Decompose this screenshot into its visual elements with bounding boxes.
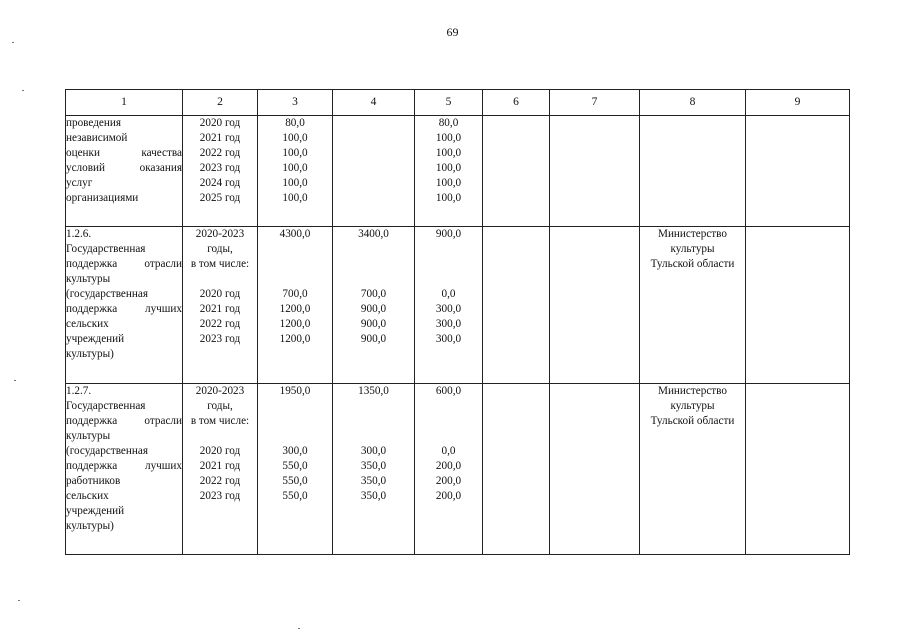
year-label: 2020 год (199, 288, 241, 300)
measure-number: 1.2.7. (66, 385, 92, 397)
executor-cell (640, 227, 746, 384)
measure-name-word: отрасли (144, 258, 182, 270)
col5-value: 100,0 (435, 132, 462, 144)
measure-name-line: (государственная (66, 288, 148, 300)
col9-cell (746, 227, 850, 384)
col5-value: 0,0 (441, 288, 456, 300)
measure-name-word: условий (66, 162, 105, 174)
period-label: годы, (207, 400, 233, 412)
col3-value: 80,0 (285, 117, 305, 129)
table-row (66, 227, 850, 384)
year-label: 2023 год (199, 333, 241, 345)
executor-line: Министерство (658, 385, 727, 397)
col5-value: 80,0 (438, 117, 459, 129)
year-label: 2020 год (199, 117, 241, 129)
executor-line: Тульской области (650, 258, 735, 270)
col5-total: 600,0 (435, 385, 462, 397)
col7-cell (550, 384, 640, 555)
column-header-1: 1 (66, 90, 183, 116)
year-label: 2023 год (199, 490, 241, 502)
col3-value: 100,0 (282, 162, 308, 174)
period-label: 2020-2023 (195, 385, 245, 397)
measure-number: 1.2.6. (66, 228, 92, 240)
column-header-5: 5 (415, 90, 483, 116)
column-header-7: 7 (550, 90, 640, 116)
measure-name-word: оценки (66, 147, 100, 159)
col6-cell (483, 116, 550, 227)
measure-name-line: культуры (66, 273, 111, 285)
col4-value: 700,0 (360, 288, 387, 300)
years-cell (183, 116, 258, 227)
year-label: 2021 год (199, 303, 241, 315)
col4-value: 350,0 (360, 460, 387, 472)
measure-name-cell (66, 227, 183, 384)
measure-name-line: культуры) (66, 520, 114, 532)
executor-line: культуры (670, 400, 715, 412)
column-header-6: 6 (483, 90, 550, 116)
col4-cell (333, 227, 415, 384)
column-header-4: 4 (333, 90, 415, 116)
col3-value: 100,0 (282, 192, 308, 204)
col5-value: 200,0 (435, 475, 462, 487)
period-label: в том числе: (190, 258, 250, 270)
year-label: 2025 год (199, 192, 241, 204)
measure-name-line (66, 302, 182, 317)
col5-value: 0,0 (441, 445, 456, 457)
column-header-9: 9 (746, 90, 850, 116)
measure-name-word: отрасли (144, 415, 182, 427)
measure-name-word: поддержка (66, 258, 118, 270)
measure-name-word: лучших (145, 460, 182, 472)
year-label: 2023 год (199, 162, 241, 174)
col3-value: 550,0 (282, 460, 308, 472)
measure-name-line: работников (66, 475, 121, 487)
col7-cell (550, 116, 640, 227)
measure-name-line: услуг (66, 177, 93, 189)
measure-name-line: (государственная (66, 445, 148, 457)
col3-value: 550,0 (282, 475, 308, 487)
executor-cell (640, 116, 746, 227)
col4-cell (333, 384, 415, 555)
measure-name-word: оказания (139, 162, 182, 174)
col7-cell (550, 227, 640, 384)
col5-value: 100,0 (435, 147, 462, 159)
col5-value: 300,0 (435, 333, 462, 345)
measure-name-line (66, 257, 182, 272)
header-row (66, 90, 850, 116)
col5-value: 200,0 (435, 460, 462, 472)
col3-value: 700,0 (282, 288, 308, 300)
year-label: 2021 год (199, 132, 241, 144)
year-label: 2020 год (199, 445, 241, 457)
col9-cell (746, 384, 850, 555)
col4-value: 350,0 (360, 490, 387, 502)
col3-total: 4300,0 (279, 228, 311, 240)
col5-cell (415, 116, 483, 227)
col4-total: 1350,0 (358, 385, 389, 397)
measure-name-line (66, 459, 182, 474)
year-label: 2022 год (199, 475, 241, 487)
col3-value: 300,0 (282, 445, 308, 457)
col9-cell (746, 116, 850, 227)
years-cell (183, 227, 258, 384)
executor-line: Тульской области (650, 415, 735, 427)
col3-cell (258, 116, 333, 227)
col6-cell (483, 384, 550, 555)
column-header-2: 2 (183, 90, 258, 116)
years-cell (183, 384, 258, 555)
executor-line: культуры (670, 243, 715, 255)
measure-name-cell (66, 384, 183, 555)
col6-cell (483, 227, 550, 384)
measure-name-line: организациями (66, 192, 139, 204)
col3-value: 100,0 (282, 147, 308, 159)
measure-name-line: Государственная (66, 243, 146, 255)
year-label: 2022 год (199, 318, 241, 330)
measure-name-line (66, 161, 182, 176)
col3-cell (258, 227, 333, 384)
col4-total: 3400,0 (358, 228, 389, 240)
col3-value: 100,0 (282, 177, 308, 189)
col5-value: 300,0 (435, 318, 462, 330)
measure-name-cell (66, 116, 183, 227)
measure-name-line: сельских (66, 490, 109, 502)
measure-name-line: учреждений (66, 333, 125, 345)
col5-value: 100,0 (435, 192, 462, 204)
col3-value: 1200,0 (279, 318, 311, 330)
col3-value: 1200,0 (279, 303, 311, 315)
year-label: 2024 год (199, 177, 241, 189)
measure-name-line: проведения (66, 117, 121, 129)
col4-value: 300,0 (360, 445, 387, 457)
col3-cell (258, 384, 333, 555)
measure-name-line (66, 414, 182, 429)
measure-name-word: поддержка (66, 415, 118, 427)
col5-value: 300,0 (435, 303, 462, 315)
page-number: 69 (446, 25, 459, 39)
measure-name-line (66, 146, 182, 161)
col3-value: 550,0 (282, 490, 308, 502)
col4-value: 900,0 (360, 303, 387, 315)
col5-value: 100,0 (435, 177, 462, 189)
col3-value: 1200,0 (279, 333, 311, 345)
col5-total: 900,0 (435, 228, 462, 240)
measure-name-word: качества (141, 147, 182, 159)
measure-name-line: сельских (66, 318, 109, 330)
executor-line: Министерство (658, 228, 727, 240)
measure-name-line: учреждений (66, 505, 125, 517)
column-header-8: 8 (640, 90, 746, 116)
measure-name-line: Государственная (66, 400, 146, 412)
col4-value: 350,0 (360, 475, 387, 487)
year-label: 2022 год (199, 147, 241, 159)
period-label: в том числе: (190, 415, 250, 427)
col4-value: 900,0 (360, 318, 387, 330)
period-label: годы, (207, 243, 233, 255)
col4-cell (333, 116, 415, 227)
measure-name-line: культуры) (66, 348, 114, 360)
measure-name-word: лучших (145, 303, 182, 315)
measure-name-line: культуры (66, 430, 111, 442)
col5-value: 200,0 (435, 490, 462, 502)
period-label: 2020-2023 (195, 228, 245, 240)
col4-value: 900,0 (360, 333, 387, 345)
measure-name-word: поддержка (66, 303, 118, 315)
budget-table (65, 89, 850, 555)
measure-name-line: независимой (66, 132, 128, 144)
col3-value: 100,0 (282, 132, 308, 144)
column-header-3: 3 (258, 90, 333, 116)
col3-total: 1950,0 (279, 385, 311, 397)
year-label: 2021 год (199, 460, 241, 472)
col5-cell (415, 384, 483, 555)
table-row (66, 116, 850, 227)
table-row (66, 384, 850, 555)
col5-cell (415, 227, 483, 384)
measure-name-word: поддержка (66, 460, 118, 472)
executor-cell (640, 384, 746, 555)
col5-value: 100,0 (435, 162, 462, 174)
